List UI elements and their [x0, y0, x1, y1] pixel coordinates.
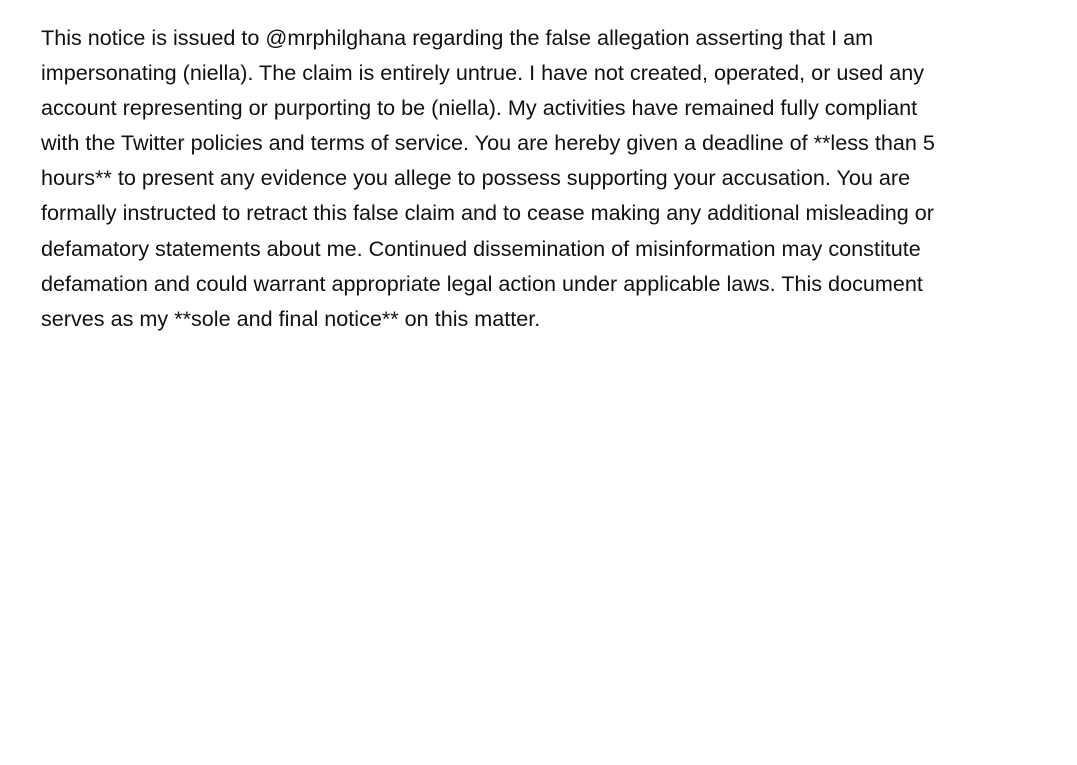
- notice-line-8: defamation and could warrant appropriate legal action under applicable laws. This document: [41, 270, 923, 296]
- notice-line-7: defamatory statements about me. Continued dissemination of misinformation may constitute: [41, 235, 921, 261]
- notice-line-5: hours** to present any evidence you allege to possess supporting your accusation. You are: [41, 165, 911, 191]
- notice-paragraph: [41, 20, 1051, 336]
- notice-line-3: account representing or purporting to be (niella). My activities have remained fully compliant: [41, 95, 918, 121]
- notice-line-1: This notice is issued to @mrphilghana regarding the false allegation asserting that I am: [41, 25, 874, 50]
- notice-line-9: serves as my **sole and final notice** on this matter.: [41, 305, 541, 331]
- notice-line-4: with the Twitter policies and terms of service. You are hereby given a deadline of **less than 5: [41, 130, 935, 156]
- notice-line-2: impersonating (niella). The claim is entirely untrue. I have not created, operated, or used any: [41, 60, 925, 86]
- notice-line-6: formally instructed to retract this false claim and to cease making any additional misleading or: [41, 200, 934, 226]
